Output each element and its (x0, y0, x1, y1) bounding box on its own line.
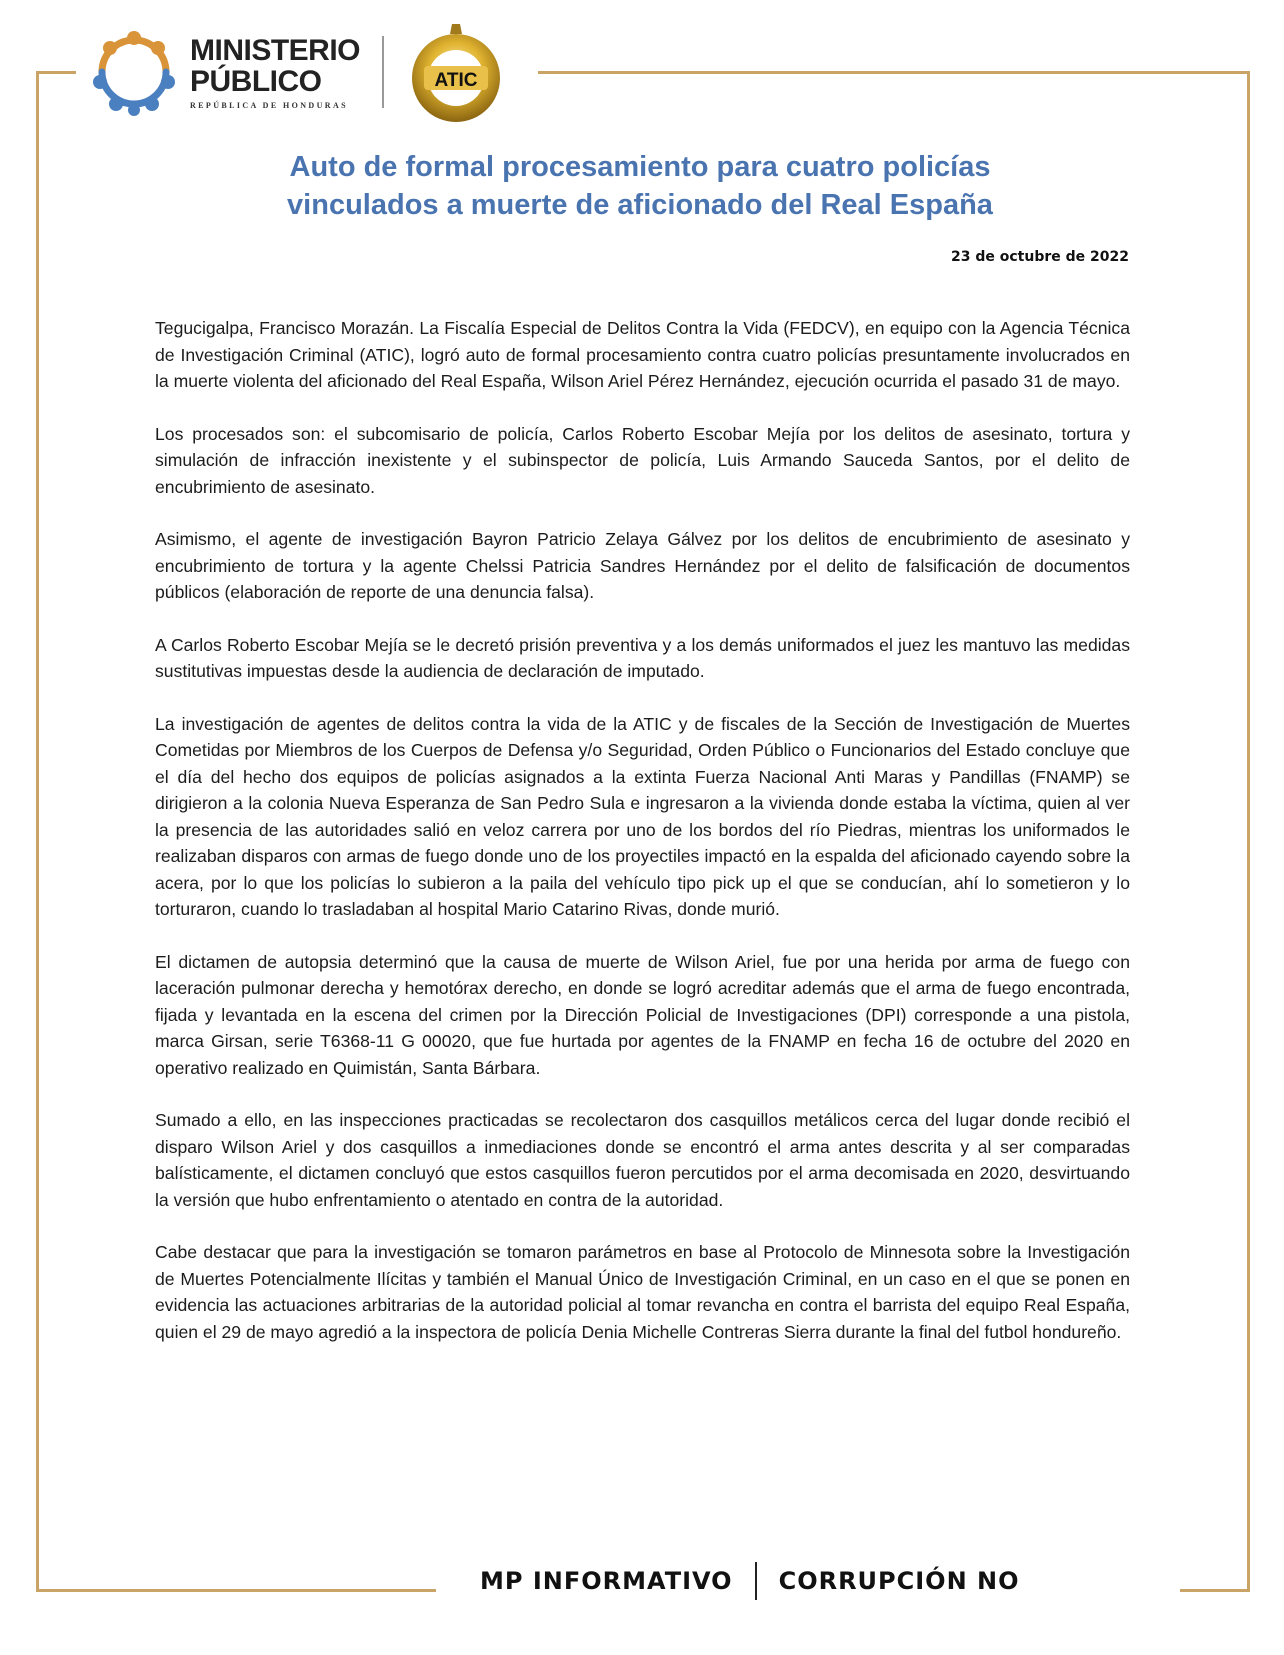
ministerio-publico-wordmark (190, 35, 360, 110)
article-title-line2: vinculados a muerte de aficionado del Real España (287, 189, 993, 221)
footer-slogan (480, 1562, 1020, 1600)
atic-seal-icon (410, 20, 502, 124)
logo-divider (382, 36, 384, 108)
article-body (155, 315, 1130, 1371)
letterhead (88, 22, 502, 122)
frame-border-bottom-left (36, 1589, 436, 1592)
footer-left-text: MP INFORMATIVO (480, 1567, 733, 1595)
paragraph: A Carlos Roberto Escobar Mejía se le decretó prisión preventiva y a los demás uniformados el juez les mantuvo las medidas sustitutivas impuestas desde la audiencia de declaración de imputado. (155, 634, 1130, 681)
paragraph: Cabe destacar que para la investigación se tomaron parámetros en base al Protocolo de Minnesota sobre la Investigación de Muertes Potencialmente Ilícitas y también el Manual Único de Investigación Criminal, en un caso en el que se ponen en evidencia las actuaciones arbitrarias de la autoridad policial al tomar revancha en contra el barrista del equipo Real España, quien el 29 de mayo agredió a la inspectora de policía Denia Michelle Contreras Sierra durante la final del futbol hondureño. (155, 1242, 1130, 1342)
frame-border-left (36, 71, 39, 1592)
frame-border-right (1247, 71, 1250, 1592)
org-name-line1: MINISTERIO (190, 33, 361, 67)
footer-right-text: CORRUPCIÓN NO (778, 1567, 1020, 1595)
article-title (140, 148, 1140, 224)
org-subtitle: REPÚBLICA DE HONDURAS (190, 100, 348, 110)
frame-border-top-left (36, 71, 76, 74)
paragraph: Sumado a ello, en las inspecciones practicadas se recolectaron dos casquillos metálicos cerca del lugar donde recibió el disparo Wilson Ariel y dos casquillos a inmediaciones donde se encontró el arma antes descrita y al ser comparadas balísticamente, el dictamen concluyó que estos casquillos fueron percutidos por el arma decomisada en 2020, desvirtuando la versión que hubo enfrentamiento o atentado en contra de la autoridad. (155, 1110, 1130, 1210)
ministerio-publico-logo-icon (88, 26, 180, 118)
article-date: 23 de octubre de 2022 (951, 249, 1129, 265)
paragraph: Tegucigalpa, Francisco Morazán. La Fiscalía Especial de Delitos Contra la Vida (FEDCV), en equipo con la Agencia Técnica de Investigación Criminal (ATIC), logró auto de formal procesamiento contra cuatro policías presuntamente involucrados en la muerte violenta del aficionado del Real España, Wilson Ariel Pérez Hernández, ejecución ocurrida el pasado 31 de mayo. (155, 318, 1130, 391)
paragraph: La investigación de agentes de delitos contra la vida de la ATIC y de fiscales de la Sección de Investigación de Muertes Cometidas por Miembros de los Cuerpos de Defensa y/o Seguridad, Orden Público o Funcionarios del Estado concluye que el día del hecho dos equipos de policías asignados a la extinta Fuerza Nacional Anti Maras y Pandillas (FNAMP) se dirigieron a la colonia Nueva Esperanza de San Pedro Sula e ingresaron a la vivienda donde estaba la víctima, quien al ver la presencia de las autoridades salió en veloz carrera por uno de los bordos del río Piedras, mientras los uniformados le realizaban disparos con armas de fuego donde uno de los proyectiles impactó en la espalda del aficionado cayendo sobre la acera, por lo que los policías lo subieron a la paila del vehículo tipo pick up el que se conducían, ahí lo sometieron y lo torturaron, cuando lo trasladaban al hospital Mario Catarino Rivas, donde murió. (155, 713, 1130, 919)
article-title-line1: Auto de formal procesamiento para cuatro policías (289, 151, 991, 183)
paragraph: Los procesados son: el subcomisario de policía, Carlos Roberto Escobar Mejía por los delitos de asesinato, tortura y simulación de infracción inexistente y el subinspector de policía, Luis Armando Sauceda Santos, por el delito de encubrimiento de asesinato. (155, 423, 1130, 497)
frame-border-top-right (538, 71, 1250, 74)
frame-border-bottom-right (1180, 1589, 1250, 1592)
paragraph: Asimismo, el agente de investigación Bayron Patricio Zelaya Gálvez por los delitos de encubrimiento de asesinato y encubrimiento de tortura y la agente Chelssi Patricia Sandres Hernández por el delito de falsificación de documentos públicos (elaboración de reporte de una denuncia falsa). (155, 529, 1130, 602)
org-name-line2: PÚBLICO (190, 64, 322, 98)
atic-logo-text: ATIC (434, 70, 478, 91)
paragraph: El dictamen de autopsia determinó que la causa de muerte de Wilson Ariel, fue por una herida por arma de fuego con laceración pulmonar derecha y hemotórax derecho, en donde se logró acreditar además que el arma de fuego encontrada, fijada y levantada en la escena del crimen por la Dirección Policial de Investigaciones (DPI) corresponde a una pistola, marca Girsan, serie T6368-11 G 00020, que fue hurtada por agentes de la FNAMP en fecha 16 de octubre del 2020 en operativo realizado en Quimistán, Santa Bárbara. (155, 951, 1130, 1078)
footer-divider (755, 1562, 757, 1600)
